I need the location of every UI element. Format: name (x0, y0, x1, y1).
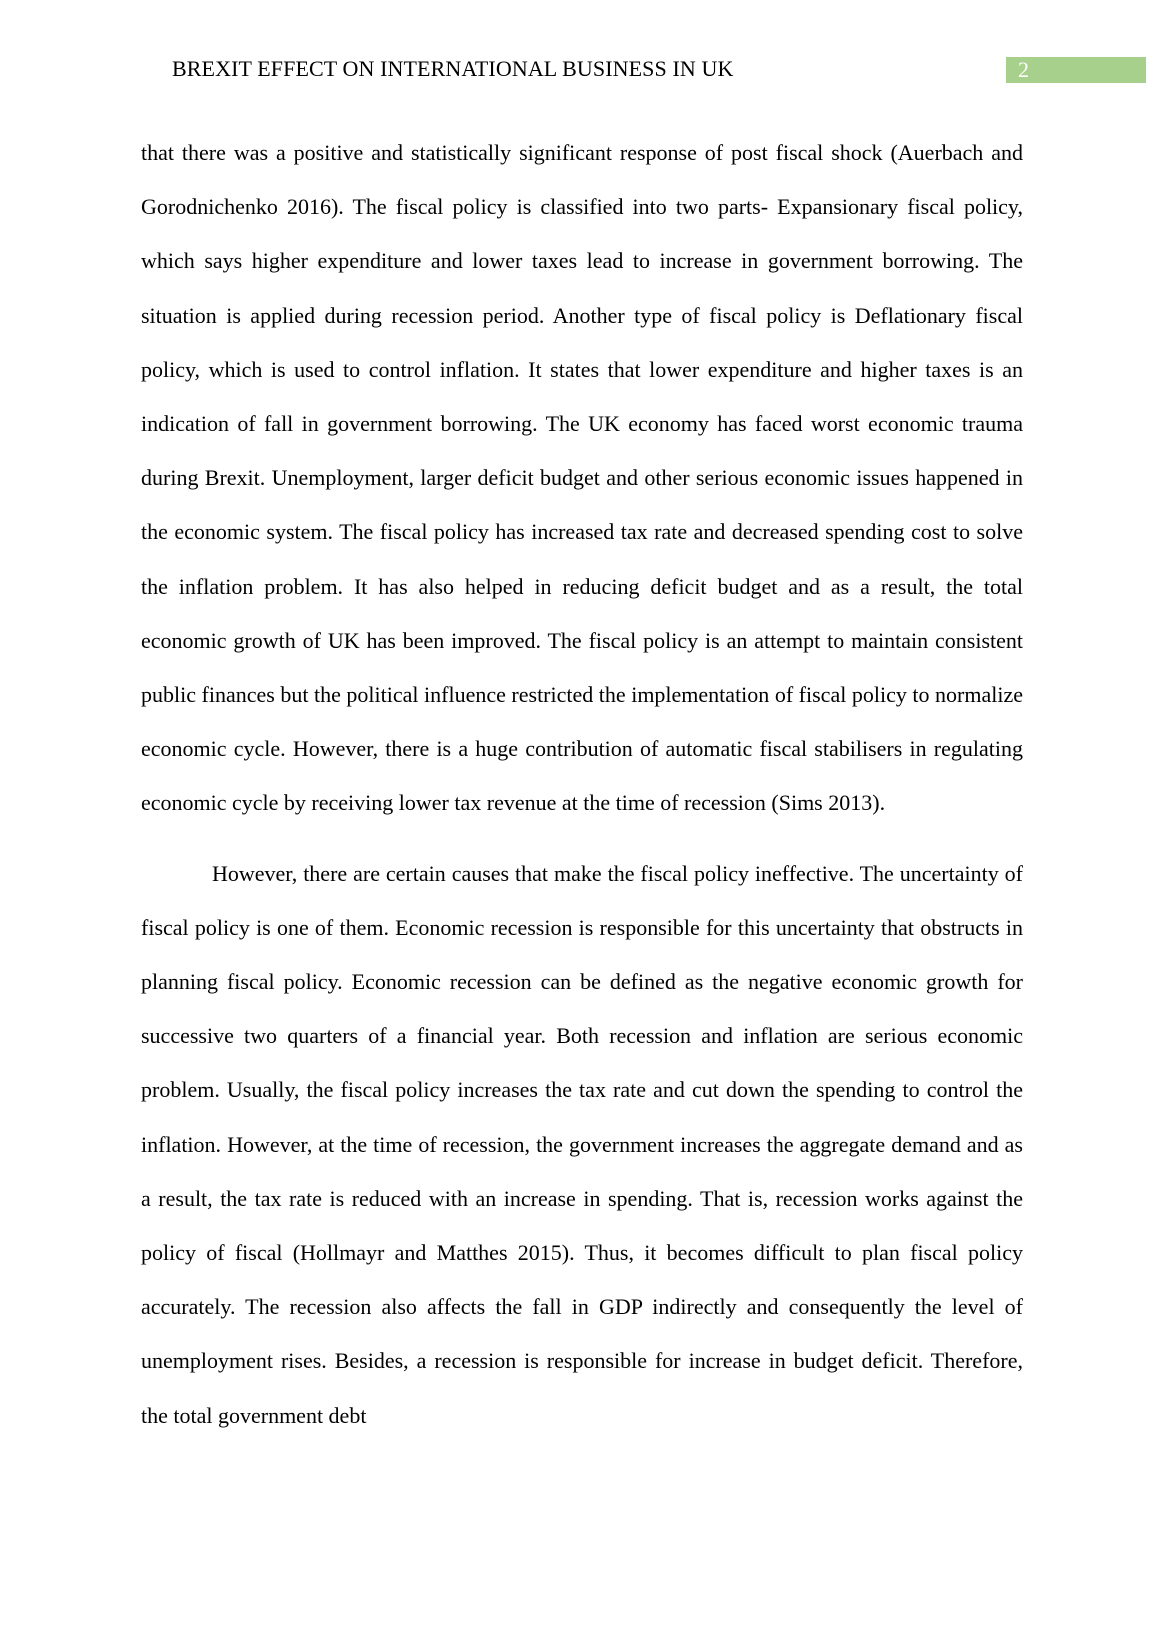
paragraph-2: However, there are certain causes that make the fiscal policy ineffective. The uncertainty of fiscal policy is one of them. Economic recession is responsible for this uncertainty that obstructs in planning fiscal policy. Economic recession can be defined as the negative economic growth for successive two quarters of a financial year. Both recession and inflation are serious economic problem. Usually, the fiscal policy increases the tax rate and cut down the spending to control the inflation. However, at the time of recession, the government increases the aggregate demand and as a result, the tax rate is reduced with an increase in spending. That is, recession works against the policy of fiscal (Hollmayr and Matthes 2015). Thus, it becomes difficult to plan fiscal policy accurately. The recession also affects the fall in GDP indirectly and consequently the level of unemployment rises. Besides, a recession is responsible for increase in budget deficit. Therefore, the total government debt (141, 860, 1023, 1428)
running-head-title: BREXIT EFFECT ON INTERNATIONAL BUSINESS IN UK (172, 56, 734, 81)
page-number-box (1006, 57, 1146, 83)
paragraph-1: that there was a positive and statistically significant response of post fiscal shock (Auerbach and Gorodnichenko 2016). The fiscal policy is classified into two parts- Expansionary fiscal policy, which says higher expenditure and lower taxes lead to increase in government borrowing. The situation is applied during recession period. Another type of fiscal policy is Deflationary fiscal policy, which is used to control inflation. It states that lower expenditure and higher taxes is an indication of fall in government borrowing. The UK economy has faced worst economic trauma during Brexit. Unemployment, larger deficit budget and other serious economic issues happened in the economic system. The fiscal policy has increased tax rate and decreased spending cost to solve the inflation problem. It has also helped in reducing deficit budget and as a result, the total economic growth of UK has been improved. The fiscal policy is an attempt to maintain consistent public finances but the political influence restricted the implementation of fiscal policy to normalize economic cycle. However, there is a huge contribution of automatic fiscal stabilisers in regulating economic cycle by receiving lower tax revenue at the time of recession (Sims 2013). (141, 140, 1023, 816)
body-text (141, 126, 1023, 1443)
page-number: 2 (1018, 57, 1029, 82)
